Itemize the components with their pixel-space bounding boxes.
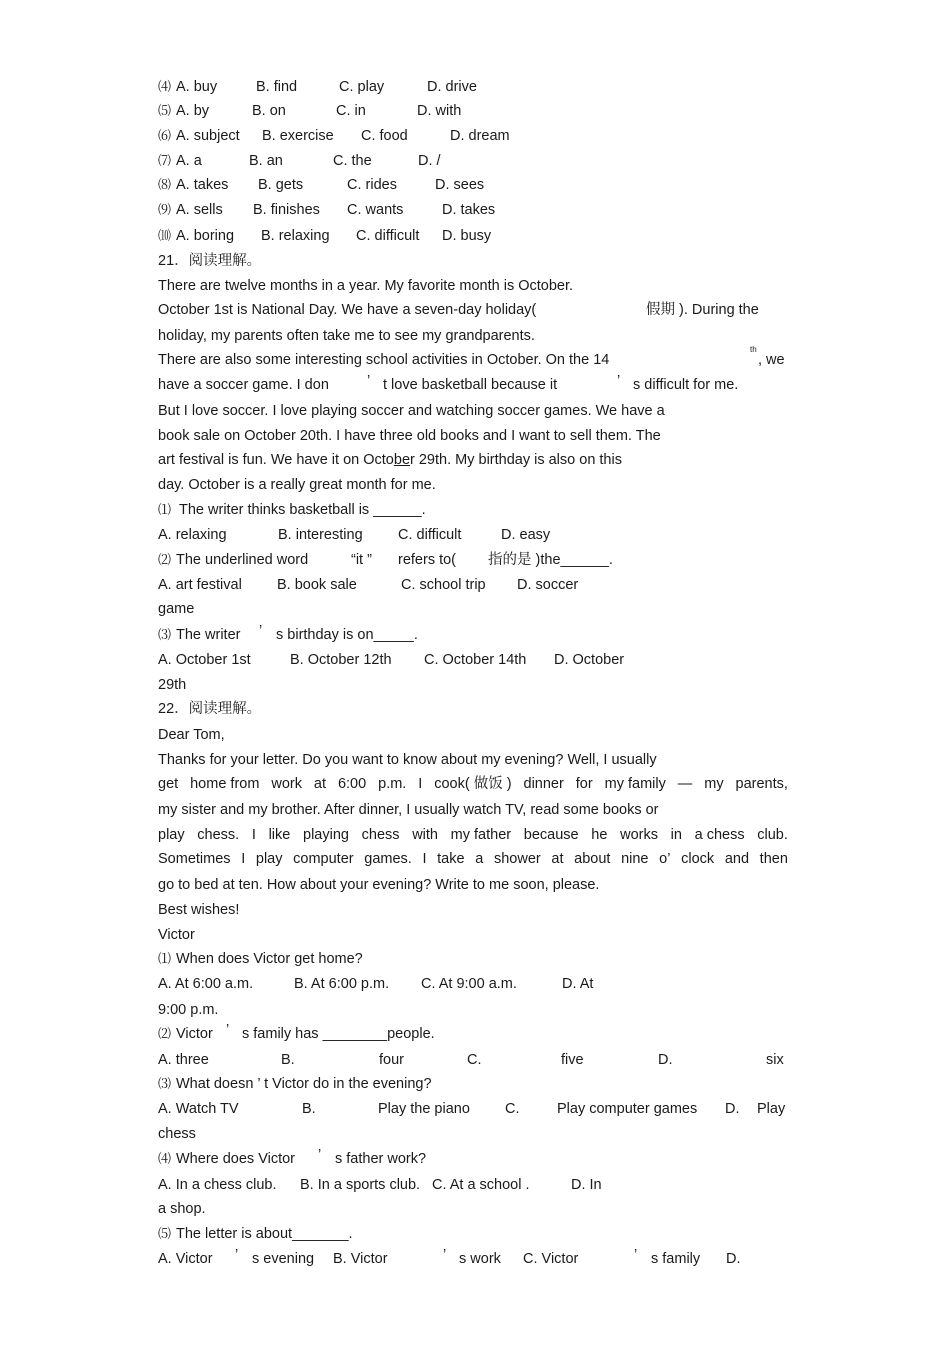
letter-line: my sister and my brother. After dinner, I usually watch TV, read some books or [158, 802, 659, 818]
passage-line: have a soccer game. I don [158, 377, 329, 393]
option-d: D. busy [442, 228, 492, 244]
option-c: C. food [361, 128, 408, 144]
question-number: ⑻ [158, 177, 172, 192]
passage-line: But I love soccer. I love playing soccer and watching soccer games. We have a [158, 403, 665, 419]
question-number: ⑷ [158, 79, 172, 94]
option-d: D. In [571, 1177, 602, 1193]
letter-closing: Best wishes! [158, 902, 240, 918]
apostrophe: ’ [226, 1022, 230, 1038]
apostrophe: ’ [617, 373, 621, 389]
option-b: B. exercise [262, 128, 334, 144]
option-c-letter: C. [505, 1101, 520, 1117]
apostrophe: ’ [634, 1247, 638, 1263]
option-a: A. Victor [158, 1251, 213, 1267]
option-c: C. school trip [401, 577, 486, 593]
option-a: A. takes [176, 177, 229, 193]
option-a: A. subject [176, 128, 240, 144]
option-a: A. October 1st [158, 652, 251, 668]
option-b: B. finishes [253, 202, 320, 218]
option-a: A. At 6:00 a.m. [158, 976, 254, 992]
option-b: B. October 12th [290, 652, 392, 668]
question-text: Where does Victor [176, 1151, 296, 1167]
option-a: A. Watch TV [158, 1101, 239, 1117]
option-d: D. takes [442, 202, 496, 218]
option-b: B. book sale [277, 577, 357, 593]
option-d: D. [726, 1251, 741, 1267]
option-c-letter: C. [467, 1052, 482, 1068]
option-d-wrap: a shop. [158, 1201, 206, 1217]
option-c: C. At a school . [432, 1177, 530, 1193]
question-text: “it ” [351, 552, 372, 568]
section-22-heading: 22．阅读理解。 [158, 701, 262, 717]
letter-greeting: Dear Tom, [158, 727, 225, 743]
question-number: ⑵ [158, 1026, 172, 1041]
letter-line-justified: play chess. I like playing chess with my father because he works in a chess club. [158, 827, 788, 843]
question-number: ⑶ [158, 1076, 172, 1091]
option-b-letter: B. [302, 1101, 316, 1117]
question-text: 指的是 )the______. [488, 552, 613, 568]
option-b: B. on [252, 103, 286, 119]
option-b: Play the piano [378, 1101, 470, 1117]
passage-line: October 1st is National Day. We have a seven-day holiday( [158, 302, 537, 318]
option-b: s work [459, 1251, 501, 1267]
question-text: The writer [176, 627, 241, 643]
option-a: A. relaxing [158, 527, 227, 543]
option-d-letter: D. [725, 1101, 740, 1117]
question-number: ⑵ [158, 552, 172, 567]
option-c: Play computer games [557, 1101, 698, 1117]
option-a: s evening [252, 1251, 315, 1267]
section-21-heading: 21．阅读理解。 [158, 253, 262, 269]
apostrophe: ’ [235, 1247, 239, 1263]
letter-line-justified: Sometimes I play computer games. I take a shower at about nine o’ clock and then [158, 851, 788, 867]
question-number: ⑽ [158, 228, 172, 243]
question-text: The letter is about_______. [176, 1226, 353, 1242]
apostrophe: ’ [318, 1147, 322, 1163]
option-a: A. three [158, 1052, 209, 1068]
apostrophe: ’ [443, 1247, 447, 1263]
question-number: ⑴ [158, 502, 172, 517]
option-a: A. sells [176, 202, 223, 218]
question-number: ⑶ [158, 627, 172, 642]
option-b-letter: B. [281, 1052, 295, 1068]
option-c: five [561, 1052, 584, 1068]
option-d: D. / [418, 153, 441, 169]
apostrophe: ’ [367, 373, 371, 389]
option-d: D. sees [435, 177, 485, 193]
question-number: ⑹ [158, 128, 172, 143]
question-number: ⑼ [158, 202, 172, 217]
option-c: C. difficult [398, 527, 462, 543]
passage-line: There are also some interesting school activities in October. On the 14 [158, 352, 610, 368]
option-d-wrap: game [158, 601, 195, 617]
question-text: refers to( [398, 552, 457, 568]
letter-line: Thanks for your letter. Do you want to know about my evening? Well, I usually [158, 752, 657, 768]
option-d: D. drive [427, 79, 477, 95]
option-b: B. find [256, 79, 298, 95]
option-c: C. rides [347, 177, 397, 193]
option-c: C. in [336, 103, 366, 119]
option-a: A. a [176, 153, 202, 169]
option-c: C. At 9:00 a.m. [421, 976, 517, 992]
option-b: B. In a sports club. [300, 1177, 421, 1193]
option-d: D. easy [501, 527, 551, 543]
option-b: B. interesting [278, 527, 363, 543]
option-b: B. an [249, 153, 283, 169]
option-c: C. play [339, 79, 385, 95]
question-number: ⑷ [158, 1151, 172, 1166]
apostrophe: ’ [259, 623, 263, 639]
underlined-word: be [393, 452, 411, 468]
letter-signature: Victor [158, 927, 195, 943]
option-d: D. At [562, 976, 594, 992]
option-a: A. boring [176, 228, 235, 244]
option-d-wrap: chess [158, 1126, 196, 1142]
option-a: A. art festival [158, 577, 242, 593]
option-d: Play [757, 1101, 786, 1117]
question-number: ⑸ [158, 103, 172, 118]
question-number: ⑺ [158, 153, 172, 168]
option-d: D. dream [450, 128, 510, 144]
question-text: What doesn ’ t Victor do in the evening? [176, 1076, 432, 1092]
passage-line: holiday, my parents often take me to see my grandparents. [158, 328, 535, 344]
letter-line-justified: get home from work at 6:00 p.m. I cook( 做饭 ) dinner for my family — my parents, [158, 776, 788, 792]
superscript-th: th [750, 345, 757, 354]
option-b: B. Victor [333, 1251, 388, 1267]
option-b: B. gets [258, 177, 304, 193]
question-text: s father work? [335, 1151, 427, 1167]
option-b: four [379, 1052, 404, 1068]
option-c: C. October 14th [424, 652, 527, 668]
question-text: The writer thinks basketball is ______. [179, 502, 426, 518]
option-c: s family [651, 1251, 701, 1267]
letter-line: go to bed at ten. How about your evening? Write to me soon, please. [158, 877, 600, 893]
option-d: D. soccer [517, 577, 579, 593]
question-number: ⑸ [158, 1226, 172, 1241]
option-d-letter: D. [658, 1052, 673, 1068]
question-text: When does Victor get home? [176, 951, 363, 967]
passage-line: s difficult for me. [633, 377, 739, 393]
option-d: six [766, 1052, 784, 1068]
question-number: ⑴ [158, 951, 172, 966]
question-text: s family has ________people. [242, 1026, 435, 1042]
option-b: B. At 6:00 p.m. [294, 976, 390, 992]
option-c: C. the [333, 153, 372, 169]
passage-line: 假期 ). During the [646, 302, 759, 318]
option-c: C. Victor [523, 1251, 579, 1267]
passage-line: art festival is fun. We have it on October 29th. My birthday is also on this [158, 452, 622, 468]
option-a: A. In a chess club. [158, 1177, 277, 1193]
passage-line: t love basketball because it [383, 377, 558, 393]
option-d: D. October [554, 652, 625, 668]
option-d-wrap: 9:00 p.m. [158, 1002, 219, 1018]
question-text: s birthday is on_____. [276, 627, 418, 643]
passage-line: book sale on October 20th. I have three old books and I want to sell them. The [158, 428, 661, 444]
option-a: A. buy [176, 79, 218, 95]
option-d: D. with [417, 103, 462, 119]
passage-line: day. October is a really great month for me. [158, 477, 436, 493]
question-text: Victor [176, 1026, 213, 1042]
passage-line: , we [758, 352, 785, 368]
question-text: The underlined word [176, 552, 309, 568]
option-c: C. difficult [356, 228, 420, 244]
option-c: C. wants [347, 202, 404, 218]
passage-line: There are twelve months in a year. My favorite month is October. [158, 278, 574, 294]
option-b: B. relaxing [261, 228, 330, 244]
option-a: A. by [176, 103, 210, 119]
option-d-wrap: 29th [158, 677, 187, 693]
